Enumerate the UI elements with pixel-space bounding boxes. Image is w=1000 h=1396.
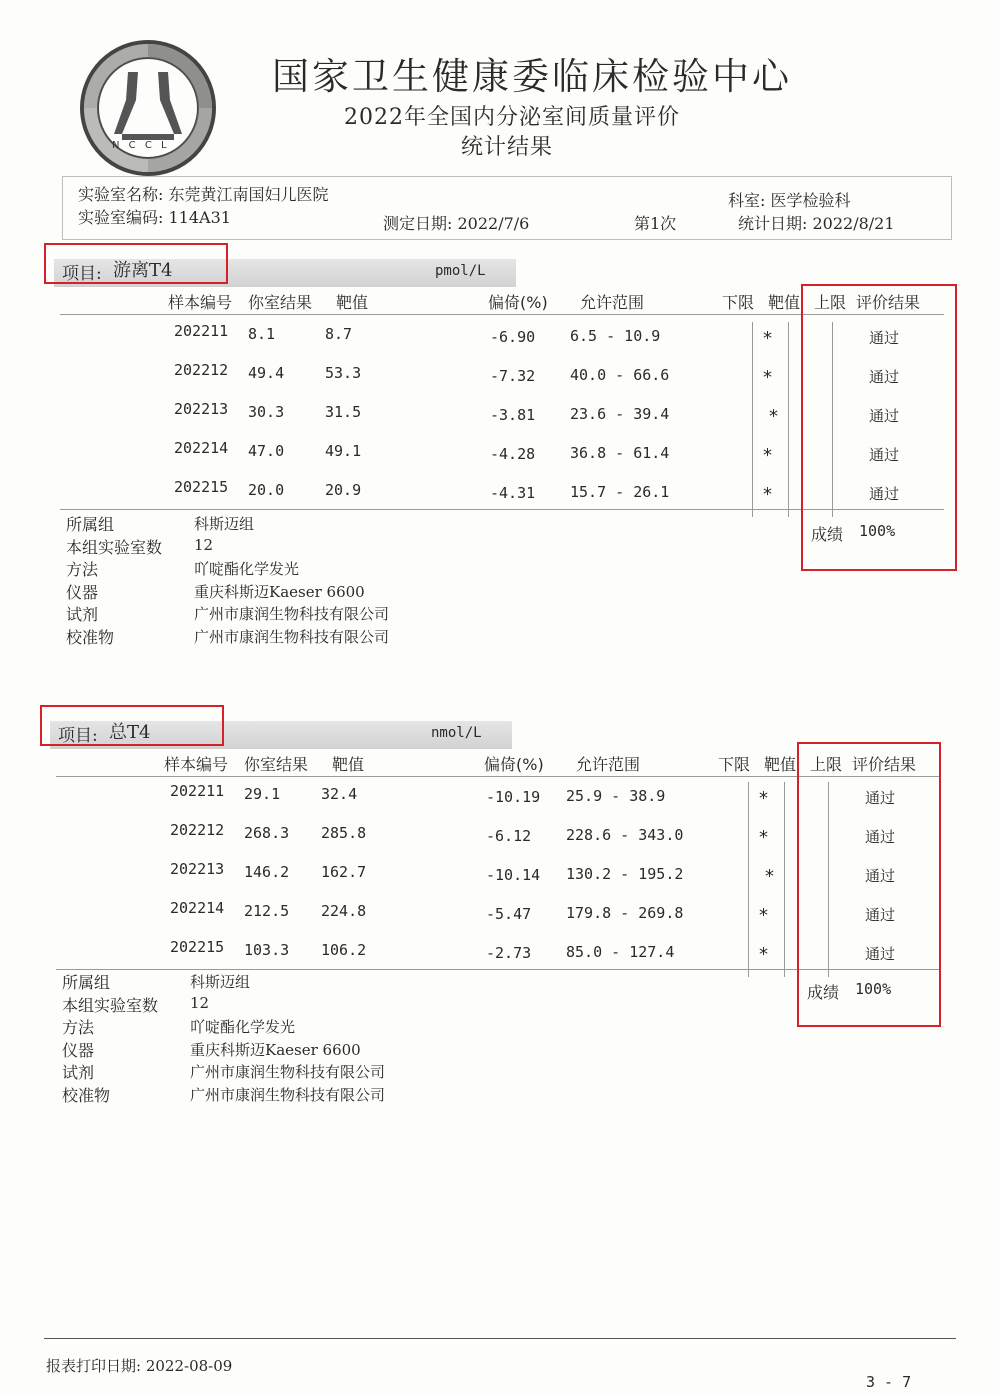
- target-marker: *: [769, 406, 778, 427]
- lab-name: 实验室名称: 东莞黄江南国妇儿医院: [78, 185, 329, 204]
- target-marker: *: [759, 827, 768, 848]
- meta-value-count: 12: [194, 535, 214, 554]
- target-marker: *: [759, 788, 768, 809]
- cell-sample-id: 202212: [174, 361, 229, 379]
- col-header-lower: 下限: [722, 293, 755, 312]
- cell-sample-id: 202214: [170, 899, 225, 917]
- col-header-eval: 评价结果: [856, 293, 921, 312]
- cell-eval: 通过: [869, 368, 900, 386]
- cell-result: 212.5: [244, 902, 290, 920]
- cell-bias: -10.19: [486, 788, 541, 806]
- col-header-target: 靶值: [336, 293, 369, 312]
- meta-label-method: 方法: [66, 560, 99, 580]
- highlight-item-box: [40, 705, 224, 746]
- cell-range: 228.6 - 343.0: [566, 826, 684, 844]
- nccl-logo-icon: [78, 38, 218, 178]
- meta-value-calibrator: 广州市康润生物科技有限公司: [194, 628, 390, 646]
- meta-label-method: 方法: [62, 1018, 95, 1038]
- cell-range: 36.8 - 61.4: [570, 444, 670, 462]
- cell-bias: -3.81: [490, 406, 536, 424]
- meta-value-instrument: 重庆科斯迈Kaeser 6600: [194, 582, 365, 601]
- target-marker: *: [763, 484, 772, 505]
- stat-date: 统计日期: 2022/8/21: [738, 214, 895, 233]
- test-date: 测定日期: 2022/7/6: [383, 214, 530, 233]
- col-header-result: 你室结果: [248, 293, 313, 312]
- cell-sample-id: 202215: [170, 938, 225, 956]
- cell-target: 20.9: [325, 481, 362, 499]
- cell-result: 29.1: [244, 785, 281, 803]
- col-header-sample: 样本编号: [168, 293, 233, 312]
- meta-label-calibrator: 校准物: [62, 1086, 111, 1105]
- meta-label-count: 本组实验室数: [66, 537, 163, 557]
- meta-label-instrument: 仪器: [66, 582, 99, 602]
- score-value: 100%: [859, 522, 896, 540]
- cell-eval: 通过: [869, 446, 900, 464]
- meta-value-group: 科斯迈组: [190, 973, 251, 991]
- cell-eval: 通过: [869, 485, 900, 503]
- meta-value-instrument: 重庆科斯迈Kaeser 6600: [190, 1040, 361, 1059]
- cell-bias: -2.73: [486, 944, 532, 962]
- round: 第1次: [634, 214, 677, 233]
- meta-value-reagent: 广州市康润生物科技有限公司: [190, 1063, 386, 1082]
- item-unit: nmol/L: [431, 725, 482, 741]
- target-marker: *: [763, 367, 772, 388]
- meta-value-reagent: 广州市康润生物科技有限公司: [194, 605, 390, 624]
- cell-eval: 通过: [865, 867, 896, 885]
- cell-bias: -6.12: [486, 827, 532, 845]
- cell-sample-id: 202213: [174, 400, 229, 418]
- target-marker: *: [759, 905, 768, 926]
- cell-result: 47.0: [248, 442, 285, 460]
- target-marker: *: [765, 866, 774, 887]
- col-divider: [748, 782, 749, 977]
- item-name: 总T4: [109, 722, 151, 743]
- col-header-upper: 上限: [814, 293, 847, 312]
- cell-result: 8.1: [248, 325, 276, 343]
- cell-eval: 通过: [865, 906, 896, 924]
- target-marker: *: [759, 944, 768, 965]
- item-name: 游离T4: [113, 260, 173, 281]
- meta-label-group: 所属组: [62, 973, 111, 992]
- cell-eval: 通过: [869, 329, 900, 347]
- cell-target: 162.7: [321, 863, 367, 881]
- cell-result: 146.2: [244, 863, 290, 881]
- col-header-result: 你室结果: [244, 755, 309, 774]
- cell-bias: -6.90: [490, 328, 536, 346]
- target-marker: *: [763, 445, 772, 466]
- cell-eval: 通过: [865, 789, 896, 807]
- cell-result: 49.4: [248, 364, 285, 382]
- cell-range: 6.5 - 10.9: [570, 327, 661, 345]
- col-header-upper: 上限: [810, 755, 843, 774]
- cell-range: 130.2 - 195.2: [566, 865, 684, 883]
- col-header-range: 允许范围: [576, 755, 641, 774]
- score-value: 100%: [855, 980, 892, 998]
- department: 科室: 医学检验科: [728, 191, 851, 210]
- footer-rule: [44, 1338, 956, 1339]
- col-divider: [752, 322, 753, 517]
- cell-target: 31.5: [325, 403, 362, 421]
- report-subtitle-2: 统计结果: [461, 135, 554, 160]
- cell-sample-id: 202215: [174, 478, 229, 496]
- meta-label-group: 所属组: [66, 515, 115, 534]
- cell-target: 53.3: [325, 364, 362, 382]
- print-date: 报表打印日期: 2022-08-09: [46, 1357, 233, 1375]
- meta-label-reagent: 试剂: [66, 605, 99, 625]
- cell-sample-id: 202214: [174, 439, 229, 457]
- cell-range: 25.9 - 38.9: [566, 787, 666, 805]
- cell-target: 224.8: [321, 902, 367, 920]
- cell-sample-id: 202213: [170, 860, 225, 878]
- col-header-target: 靶值: [332, 755, 365, 774]
- cell-eval: 通过: [865, 945, 896, 963]
- org-title: 国家卫生健康委临床检验中心: [272, 55, 792, 98]
- meta-value-method: 吖啶酯化学发光: [194, 560, 300, 579]
- meta-value-count: 12: [190, 993, 210, 1012]
- col-header-sample: 样本编号: [164, 755, 229, 774]
- col-header-range: 允许范围: [580, 293, 645, 312]
- item-label: 项目:: [62, 264, 102, 284]
- item-label: 项目:: [58, 726, 98, 746]
- cell-bias: -10.14: [486, 866, 541, 884]
- cell-range: 179.8 - 269.8: [566, 904, 684, 922]
- meta-label-count: 本组实验室数: [62, 995, 159, 1015]
- cell-target: 285.8: [321, 824, 367, 842]
- col-header-target2: 靶值: [764, 755, 797, 774]
- cell-sample-id: 202212: [170, 821, 225, 839]
- cell-range: 23.6 - 39.4: [570, 405, 670, 423]
- meta-value-group: 科斯迈组: [194, 515, 255, 533]
- score-label: 成绩: [811, 525, 844, 544]
- target-marker: *: [763, 328, 772, 349]
- cell-sample-id: 202211: [174, 322, 229, 340]
- cell-eval: 通过: [869, 407, 900, 425]
- cell-target: 106.2: [321, 941, 367, 959]
- lab-code: 实验室编码: 114A31: [78, 208, 231, 227]
- cell-bias: -7.32: [490, 367, 536, 385]
- col-header-eval: 评价结果: [852, 755, 917, 774]
- meta-label-instrument: 仪器: [62, 1040, 95, 1060]
- cell-result: 30.3: [248, 403, 285, 421]
- cell-range: 15.7 - 26.1: [570, 483, 670, 501]
- col-header-bias: 偏倚(%): [484, 755, 544, 774]
- cell-target: 8.7: [325, 325, 353, 343]
- highlight-item-box: [44, 243, 228, 284]
- cell-result: 20.0: [248, 481, 285, 499]
- cell-target: 32.4: [321, 785, 358, 803]
- cell-result: 268.3: [244, 824, 290, 842]
- report-subtitle: 2022年全国内分泌室间质量评价: [344, 105, 680, 130]
- cell-result: 103.3: [244, 941, 290, 959]
- cell-bias: -4.31: [490, 484, 536, 502]
- cell-sample-id: 202211: [170, 782, 225, 800]
- meta-label-calibrator: 校准物: [66, 628, 115, 647]
- cell-bias: -5.47: [486, 905, 532, 923]
- meta-label-reagent: 试剂: [62, 1063, 95, 1083]
- col-header-target2: 靶值: [768, 293, 801, 312]
- cell-eval: 通过: [865, 828, 896, 846]
- item-unit: pmol/L: [435, 263, 486, 279]
- cell-target: 49.1: [325, 442, 362, 460]
- cell-bias: -4.28: [490, 445, 536, 463]
- col-header-bias: 偏倚(%): [488, 293, 548, 312]
- cell-range: 40.0 - 66.6: [570, 366, 670, 384]
- col-divider: [788, 322, 789, 517]
- logo-letters: N C C L: [112, 140, 170, 151]
- meta-value-method: 吖啶酯化学发光: [190, 1018, 296, 1037]
- cell-range: 85.0 - 127.4: [566, 943, 675, 961]
- col-header-lower: 下限: [718, 755, 751, 774]
- col-divider: [784, 782, 785, 977]
- page-number: 3 - 7: [866, 1373, 912, 1391]
- meta-value-calibrator: 广州市康润生物科技有限公司: [190, 1086, 386, 1104]
- score-label: 成绩: [807, 983, 840, 1002]
